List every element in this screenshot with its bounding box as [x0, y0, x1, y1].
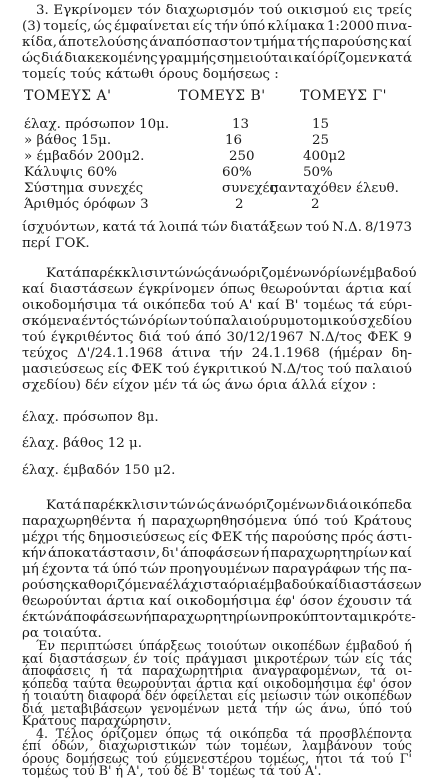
after-table-line: ίσχυόντων, κατά τά λοιπά τών διατάξεων τού Ν.Δ. 8/1973: [22, 220, 412, 235]
table-cell-c: 25: [312, 133, 330, 148]
table-cell-b: συνεχές: [222, 181, 277, 196]
para-b-line: τεύχος Δ'/24.1.1968 άτινα τήν 24.1.1968 (ήμέραν δη-: [22, 346, 412, 361]
para-c-line: έκ τών άποφάσεων ή παραχωρητηρίων προκύπτοντα μικρότε-: [22, 610, 416, 625]
para-c-line: ρα τοιαύτα.: [22, 626, 102, 641]
table-cell-c: 400μ2: [303, 149, 346, 164]
para-b-line: τού έγκριθέντος διά τού άπό 30/12/1967 Ν.Δ/τος ΦΕΚ 9: [22, 330, 412, 345]
table-cell-b: 13: [232, 117, 250, 132]
para3-line: (3) τομείς, ώς έμφαίνεται είς τήν ύπό κλίμακα 1:2000 πινα-: [22, 19, 412, 34]
para4-line: έπί όδών, διαχωριστικών τών τομέων, λαμβάνουν τούς: [22, 738, 412, 753]
para-c-line: κήν άποκατάστασιν, δι' άποφάσεων ή παραχωρητηρίων καί: [22, 546, 412, 561]
para-c-line: ρούσης καθοριζόμενα έλάχιστα όρια έμβαδού καί διαστάσεων: [22, 578, 422, 593]
table-row-label: » έμβαδόν 200μ2.: [24, 149, 145, 164]
para3-line: τομείς τούς κάτωθι όρους δομήσεως :: [22, 67, 279, 82]
para-c-line: Κατά παρέκκλισιν τών ώς άνω όριζομένων διά οικόπεδα: [46, 498, 412, 513]
para-b-line: καί διαστάσεων έγκρίνομεν όπως θεωρούνται άρτια καί: [22, 282, 412, 297]
table-header: ΤΟΜΕΥΣ Γ': [300, 88, 388, 104]
minimum-value: έλαχ. έμβαδόν 150 μ2.: [22, 463, 176, 478]
para3-line: κίδα, άποτελούσης άναπόσπαστον τμήμα τής παρούσης καί: [22, 35, 412, 50]
minimum-value: έλαχ. πρόσωπον 8μ.: [22, 410, 159, 425]
para-d-line: ή τοιαύτη διαφορά δέν όφείλεται είς μείωσιν τών οικοπέδων: [22, 688, 412, 703]
table-cell-c: 2: [311, 197, 320, 212]
para-b-line: οικοδομήσιμα τά οικόπεδα τού Α' καί Β' τομέως τά εύρι-: [22, 298, 412, 313]
table-cell-b: 60%: [222, 165, 252, 180]
para-d-line: άποφάσεις ή τά παραχωρητήρια άναγραφομένων, τά οι-: [22, 663, 412, 678]
para-b-line: Κατά παρέκκλισιν τών ώς άνω όριζομένων όρίων έμβαδού: [46, 266, 417, 281]
para4-line: όρους δομήσεως τού εύμενεστέρου τομέως, ήτοι τά τού Γ': [22, 750, 412, 766]
table-header: ΤΟΜΕΥΣ Β': [178, 88, 266, 104]
table-row-label: Κάλυψις 60%: [24, 165, 117, 180]
table-cell-b: 2: [235, 197, 244, 212]
para4-line: 4. Τέλος όρίζομεν όπως τά οικόπεδα τά προσβλέποντα: [36, 725, 412, 741]
table-row-label: Άριθμός όρόφων 3: [24, 197, 149, 212]
table-cell-b: 16: [225, 133, 243, 148]
para-d-line: καί διαστάσεων έν τοίς πράγμασι μικροτέρων τών είς τάς: [22, 650, 412, 666]
para-b-line: σκόμενα έντός τών όρίων τού παλαιού ρυμοτομικού σχεδίου: [22, 314, 412, 329]
table-header: ΤΟΜΕΥΣ Α': [24, 88, 112, 104]
minimum-value: έλαχ. βάθος 12 μ.: [22, 436, 143, 451]
para3-line: 3. Εγκρίνομεν τόν διαχωρισμόν τού οικισμού εις τρείς: [36, 3, 412, 18]
para-d-line: Έν περιπτώσει ύπάρξεως τοιούτων οικοπέδων έμβαδού ή: [36, 638, 412, 653]
para-b-line: σχεδίου) δέν είχον μέν τά ώς άνω όρια άλλά είχον :: [22, 378, 377, 393]
para-d-line: κόπεδα ταύτα θεωρούνται άρτια καί οικοδομήσιμα έφ' όσον: [22, 675, 412, 691]
table-cell-c: 15: [312, 117, 330, 132]
para3-line: ώς διά διακεκομένης γραμμής σημειούται καί όρίζομεν κατά: [22, 51, 412, 66]
table-row-label: » βάθος 15μ.: [24, 133, 112, 148]
para-c-line: μή έχοντα τά ύπό τών προηγουμένων παραγράφων τής πα-: [22, 562, 412, 577]
table-cell-c: πανταχόθεν έλευθ.: [270, 181, 399, 196]
para4-line: τομέως τού Β' ή Α', τού δέ Β' τομέως τά τού Α'.: [22, 763, 322, 778]
para-d-line: Κράτους παραχώρησιν.: [22, 713, 172, 728]
table-cell-b: 250: [229, 149, 255, 164]
table-row-label: Σύστημα συνεχές: [24, 181, 144, 196]
para-c-line: θεωρούνται άρτια καί οικοδομήσιμα έφ' όσον έχουσιν τά: [22, 594, 412, 609]
para-b-line: μασιεύσεως είς ΦΕΚ τού έγκριτικού Ν.Δ/τος τού παλαιού: [22, 362, 412, 377]
para-c-line: μέχρι τής δημοσιεύσεως είς ΦΕΚ τής παρούσης πρός άστι-: [22, 530, 412, 545]
table-cell-c: 50%: [303, 165, 333, 180]
after-table-line: περί ΓΟΚ.: [22, 236, 90, 251]
table-row-label: έλαχ. πρόσωπον 10μ.: [24, 117, 170, 132]
para-d-line: διά μεταβιβάσεων γενομένων μετά τήν ώς άνω, ύπό τού: [22, 700, 412, 716]
para-c-line: παραχωρηθέντα ή παραχωρηθησόμενα ύπό τού Κράτους: [22, 514, 412, 529]
